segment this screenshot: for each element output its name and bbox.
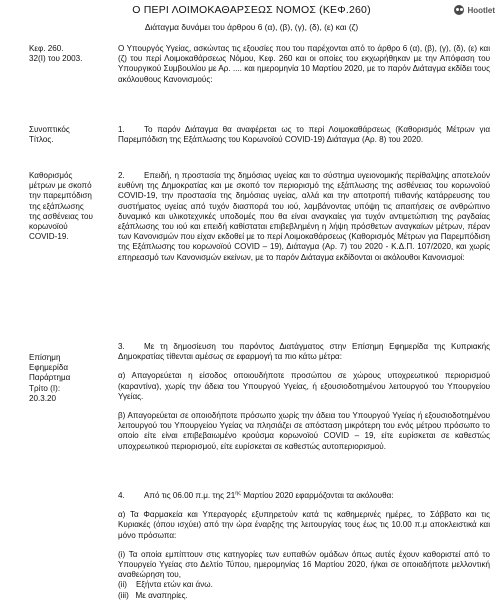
section-2-number: 2.	[118, 171, 125, 180]
section-3-item-b: β) Απαγορεύεται σε οποιοδήποτε πρόσωπο χωρίς την άδεια του Υπουργού Υγείας ή εξουσιοδοτημένου λειτουργού του Υπουργείου Υγείας να πλησιάζει σε απόσταση μικρότερη του ενός μέτρου πρόσωπο το οποίο είτε είναι επιβεβαιωμένο κρούσμα κορωνοϊού COVID – 19, είτε ευρίσκεται σε καθεστώς υποχρεωτικού περιορισμού, είτε ευρίσκεται σε καθεστώς αυτοπεριορισμού.	[118, 411, 490, 451]
section-2-text	[118, 171, 490, 263]
section-4-intro-end: Μαρτίου 2020 εφαρμόζονται τα ακόλουθα:	[240, 491, 394, 500]
section-1-text	[118, 125, 490, 145]
preamble-margin-note: Κεφ. 260. 32(Ι) του 2003.	[29, 44, 83, 64]
section-3-number: 3.	[118, 342, 125, 351]
section-2-paragraph: Επειδή, η προστασία της δημόσιας υγείας και το σύστημα υγειονομικής περίθαλψης αποτελούν ευθύνη της Δημοκρατίας και με σκοπό τον περιορισμό της εξάπλωσης της ασθένειας του κορωνοϊού COVID-19, την προστασία της δημόσιας υγείας, αλλά και την αποτροπή πιθανής κατάρρευσης του συστήματος υγείας από τυχόν διασπορά του ιού, λαμβάνοντας υπόψη τις απαιτήσεις σε ανθρώπινο δυναμικό και υλικοτεχνικές υποδομές που θα είναι αναγκαίες για τυχόν αντιμετώπιση της ραγδαίας εξάπλωσης του ιού και επειδή καθίσταται επιβεβλημένη η λήψη πρόσθετων αναγκαίων μέτρων, πέραν των Κανονισμών που είχαν εκδοθεί με το περί Λοιμοκαθάρσεως (Καθορισμός Μέτρων για Παρεμπόδιση της Εξάπλωσης του κορωνοϊού COVID – 19), Διάταγμα (Αρ. 7) του 2020 - Κ.Δ.Π. 107/2020, και χωρίς επηρεασμό των Κανονισμών εκείνων, με το παρόν Διάταγμα εκδίδονται οι ακόλουθοι Κανονισμοί:	[118, 171, 490, 262]
hootlet-button[interactable]	[454, 5, 495, 15]
owl-icon	[454, 5, 464, 15]
section-4-text	[118, 491, 490, 601]
section-4-item-i: (i) Τα οποία εμπίπτουν στις κατηγορίες των ευπαθών ομάδων όπως αυτές έχουν καθοριστεί από το Υπουργείο Υγείας στο Δελτίο Τύπου, ημερομηνίας 16 Μαρτίου 2020, ή/και σε οποιαδήποτε μελλοντική αναθεώρηση του,	[118, 549, 490, 580]
section-1-margin-note: Συνοπτικός Τίτλος.	[29, 125, 70, 145]
section-4-intro-sup: ης	[235, 490, 241, 497]
section-4-item-a: α) Τα Φαρμακεία και Υπεραγορές εξυπηρετούν κατά τις καθημερινές ημέρες, το Σάββατο και τις Κυριακές (όπου ισχύει) από την ώρα έναρξης της λειτουργίας τους έως τις 10.00 π.μ αποκλειστικά και μόνο πρόσωπα:	[118, 510, 490, 540]
section-3-text	[118, 342, 490, 452]
document-title: Ο ΠΕΡΙ ΛΟΙΜΟΚΑΘΑΡΣΕΩΣ ΝΟΜΟΣ (ΚΕΦ.260)	[132, 4, 371, 16]
section-4-item-ii: (ii) Εξήντα ετών και άνω.	[118, 580, 213, 590]
document-subtitle: Διάταγμα δυνάμει του άρθρου 6 (α), (β), (γ), (δ), (ε) και (ζ)	[144, 22, 359, 32]
section-2-margin-note: Καθορισμός μέτρων με σκοπό την παρεμπόδιση της εξάπλωσης της ασθένειας του κορωνοϊού COVID-19.	[29, 171, 93, 242]
hootlet-label: Hootlet	[467, 5, 495, 15]
section-1-paragraph: Το παρόν Διάταγμα θα αναφέρεται ως το περί Λοιμοκαθάρσεως (Καθορισμός Μέτρων για Παρεμπόδιση της Εξάπλωσης του Κορωνοϊού COVID-19) Διάταγμα (Αρ. 8) του 2020.	[118, 125, 490, 145]
preamble-text	[118, 44, 490, 85]
section-3-item-a: α) Απαγορεύεται η είσοδος οποιουδήποτε προσώπου σε χώρους υποχρεωτικού περιορισμού (καραντίνα), χωρίς την άδεια του Υπουργού Υγείας, ή εξουσιοδοτημένου λειτουργού του Υπουργείου Υγείας.	[118, 371, 490, 401]
section-4-item-iii: (iii) Με αναπηρίες.	[118, 590, 188, 600]
section-4-number: 4.	[118, 491, 125, 500]
section-3-paragraph: Με τη δημοσίευση του παρόντος Διατάγματος στην Επίσημη Εφημερίδα της Κυπριακής Δημοκρατίας τίθενται αμέσως σε εφαρμογή τα πιο κάτω μέτρα:	[118, 342, 490, 362]
section-1-number: 1.	[118, 125, 125, 134]
section-3-margin-note: Επίσημη Εφημερίδα Παράρτημα Τρίτο (Ι): 20.3.20	[29, 353, 71, 403]
preamble-paragraph: Ο Υπουργός Υγείας, ασκώντας τις εξουσίες που του παρέχονται από το άρθρο 6 (α), (β), (γ), (δ), (ε) και (ζ) του περί Λοιμοκαθάρσεως Νόμου, Κεφ. 260 και οι οποίες του εκχωρήθηκαν με την Απόφαση του Υπουργικού Συμβουλίου με Αρ. .... και ημερομηνία 10 Μαρτίου 2020, με το παρόν Διάταγμα εκδίδει τους ακόλουθους Κανονισμούς:	[118, 44, 490, 84]
section-4-intro-start: Από τις 06.00 π.μ. της 21	[144, 491, 236, 500]
